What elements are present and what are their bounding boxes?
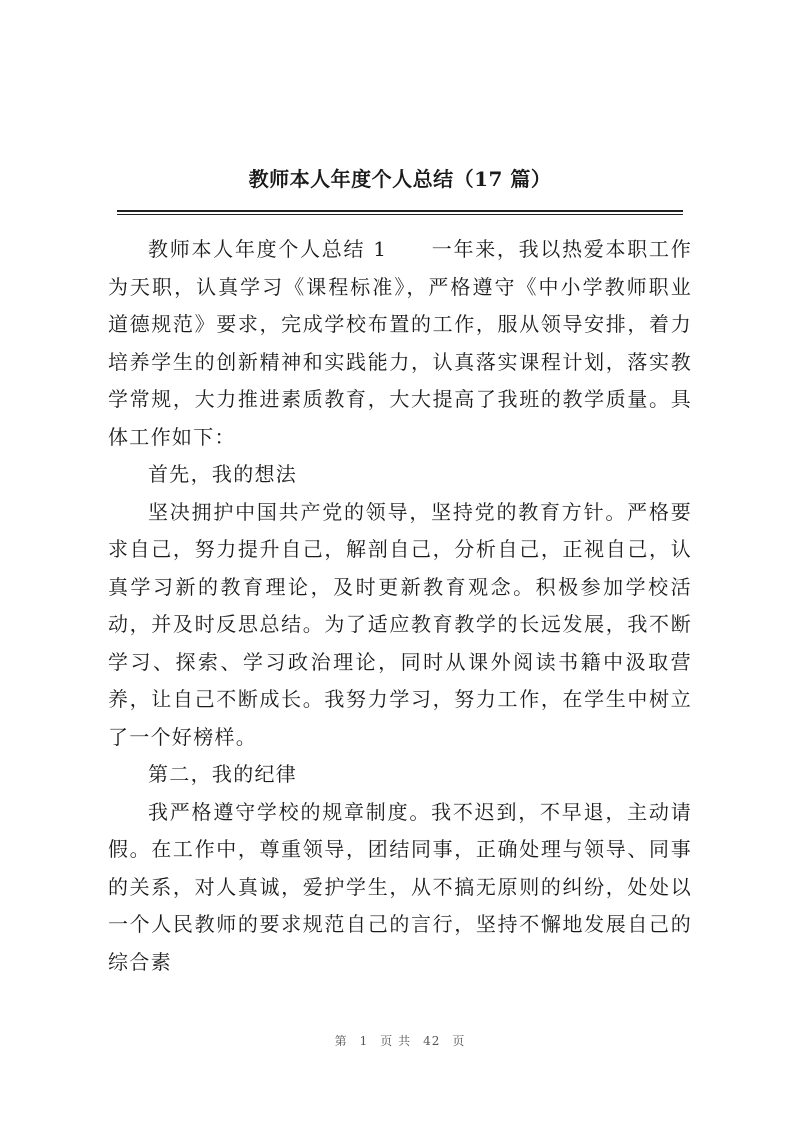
paragraph-2: 首先，我的想法 <box>148 462 298 486</box>
title-rule-thick <box>117 210 683 212</box>
paragraph-text: 一年来，我以热爱本职工作为天职，认真学习《课程标准》，严格遵守《中小学教师职业道德规范》要求，完成学校布置的工作，服从领导安排，着力培养学生的创新精神和实践能力，认真落实课程计划，落实教学常规，大力推进素质教育，大大提高了我班的教学质量。具体工作如下： <box>108 237 692 449</box>
paragraph-4: 第二，我的纪律 <box>148 762 298 786</box>
footer-page-number: 1 <box>359 1034 369 1048</box>
document-body <box>108 231 692 981</box>
paragraph-5: 我严格遵守学校的规章制度。我不迟到，不早退，主动请假。在工作中，尊重领导，团结同事，正确处理与领导、同事的关系，对人真诚，爱护学生，从不搞无原则的纠纷，处处以一个人民教师的要求规范自己的言行，坚持不懈地发展自己的综合素 <box>108 799 692 974</box>
title-rule-thin <box>117 214 683 215</box>
paragraph-3: 坚决拥护中国共产党的领导，坚持党的教育方针。严格要求自己，努力提升自己，解剖自己，分析自己，正视自己，认真学习新的教育理论，及时更新教育观念。积极参加学校活动，并及时反思总结。为了适应教育教学的长远发展，我不断学习、探索、学习政治理论，同时从课外阅读书籍中汲取营养，让自己不断成长。我努力学习，努力工作，在学生中树立了一个好榜样。 <box>108 499 692 749</box>
footer-middle: 页 共 <box>380 1034 412 1048</box>
footer-prefix: 第 <box>334 1034 348 1048</box>
footer-total-pages: 42 <box>423 1034 441 1048</box>
document-title: 教师本人年度个人总结（17 篇） <box>248 167 552 191</box>
footer-suffix: 页 <box>452 1034 466 1048</box>
page-footer <box>0 1032 800 1049</box>
section-heading: 教师本人年度个人总结 1 <box>148 237 388 261</box>
paragraph-1 <box>108 231 692 456</box>
